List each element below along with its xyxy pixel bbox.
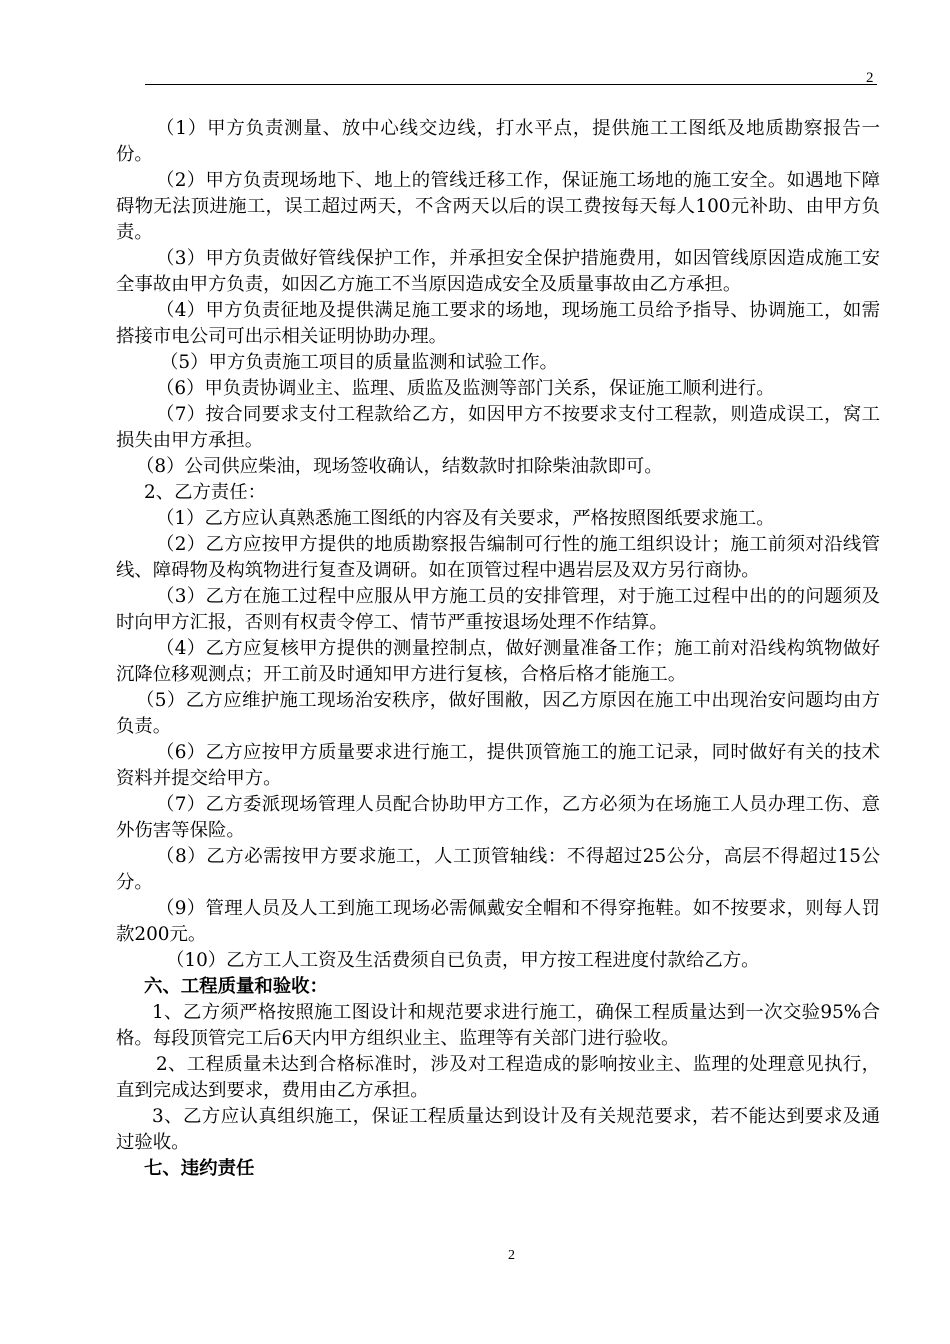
paragraph: 2、工程质量未达到合格标准时，涉及对工程造成的影响按业主、监理的处理意见执行，直到完成达到要求，费用由乙方承担。	[116, 1054, 880, 1101]
paragraph: （3）甲方负责做好管线保护工作，并承担安全保护措施费用，如因管线原因造成施工安全事故由甲方负责，如因乙方施工不当原因造成安全及质量事故由乙方承担。	[116, 248, 880, 295]
paragraph: （5）乙方应维护施工现场治安秩序，做好围敝，因乙方原因在施工中出现治安问题均由方负责。	[116, 690, 880, 737]
paragraph: （9）管理人员及人工到施工现场必需佩戴安全帽和不得穿拖鞋。如不按要求，则每人罚款200元。	[116, 898, 880, 945]
paragraph: （3）乙方在施工过程中应服从甲方施工员的安排管理，对于施工过程中出的的问题须及时向甲方汇报，否则有权责令停工、情节严重按退场处理不作结算。	[116, 586, 880, 633]
paragraph: （7）乙方委派现场管理人员配合协助甲方工作，乙方必须为在场施工人员办理工伤、意外伤害等保险。	[116, 794, 880, 841]
paragraph: （8）乙方必需按甲方要求施工，人工顶管轴线：不得超过25公分，高层不得超过15公分。	[116, 846, 880, 893]
document-body	[116, 116, 880, 1182]
paragraph: （1）甲方负责测量、放中心线交边线，打水平点，提供施工工图纸及地质勘察报告一份。	[116, 118, 880, 165]
paragraph: 2、乙方责任：	[144, 482, 267, 503]
footer-page-number: 2	[508, 1248, 515, 1263]
section-heading: 七、违约责任	[144, 1158, 255, 1179]
header-rule-tick	[866, 84, 877, 85]
paragraph: 3、乙方应认真组织施工，保证工程质量达到设计及有关规范要求，若不能达到要求及通过验收。	[116, 1106, 880, 1153]
section-heading: 六、工程质量和验收：	[144, 976, 328, 997]
paragraph: （6）乙方应按甲方质量要求进行施工，提供顶管施工的施工记录，同时做好有关的技术资料并提交给甲方。	[116, 742, 880, 789]
paragraph: （10）乙方工人工资及生活费须自已负责，甲方按工程进度付款给乙方。	[166, 950, 760, 971]
paragraph: （6）甲负责协调业主、监理、质监及监测等部门关系，保证施工顺利进行。	[156, 378, 775, 399]
header-page-number: 2	[866, 70, 874, 86]
paragraph: （1）乙方应认真熟悉施工图纸的内容及有关要求，严格按照图纸要求施工。	[156, 508, 775, 529]
paragraph: （2）甲方负责现场地下、地上的管线迁移工作，保证施工场地的施工安全。如遇地下障碍物无法顶进施工，误工超过两天，不含两天以后的误工费按每天每人100元补助、由甲方负责。	[116, 170, 880, 243]
paragraph: （8）公司供应柴油，现场签收确认，结数款时扣除柴油款即可。	[136, 456, 663, 477]
paragraph: （7）按合同要求支付工程款给乙方，如因甲方不按要求支付工程款，则造成误工，窝工损失由甲方承担。	[116, 404, 880, 451]
paragraph: 1、乙方须严格按照施工图设计和规范要求进行施工，确保工程质量达到一次交验95%合格。每段顶管完工后6天内甲方组织业主、监理等有关部门进行验收。	[116, 1002, 880, 1049]
paragraph: （5）甲方负责施工项目的质量监测和试验工作。	[160, 352, 558, 373]
header-rule	[145, 84, 877, 85]
paragraph: （4）乙方应复核甲方提供的测量控制点，做好测量准备工作；施工前对沿线构筑物做好沉降位移观测点；开工前及时通知甲方进行复核，合格后格才能施工。	[116, 638, 880, 685]
paragraph: （2）乙方应按甲方提供的地质勘察报告编制可行性的施工组织设计；施工前须对沿线管线、障碍物及构筑物进行复查及调研。如在顶管过程中遇岩层及双方另行商协。	[116, 534, 880, 581]
paragraph: （4）甲方负责征地及提供满足施工要求的场地，现场施工员给予指导、协调施工，如需搭接市电公司可出示相关证明协助办理。	[116, 300, 880, 347]
